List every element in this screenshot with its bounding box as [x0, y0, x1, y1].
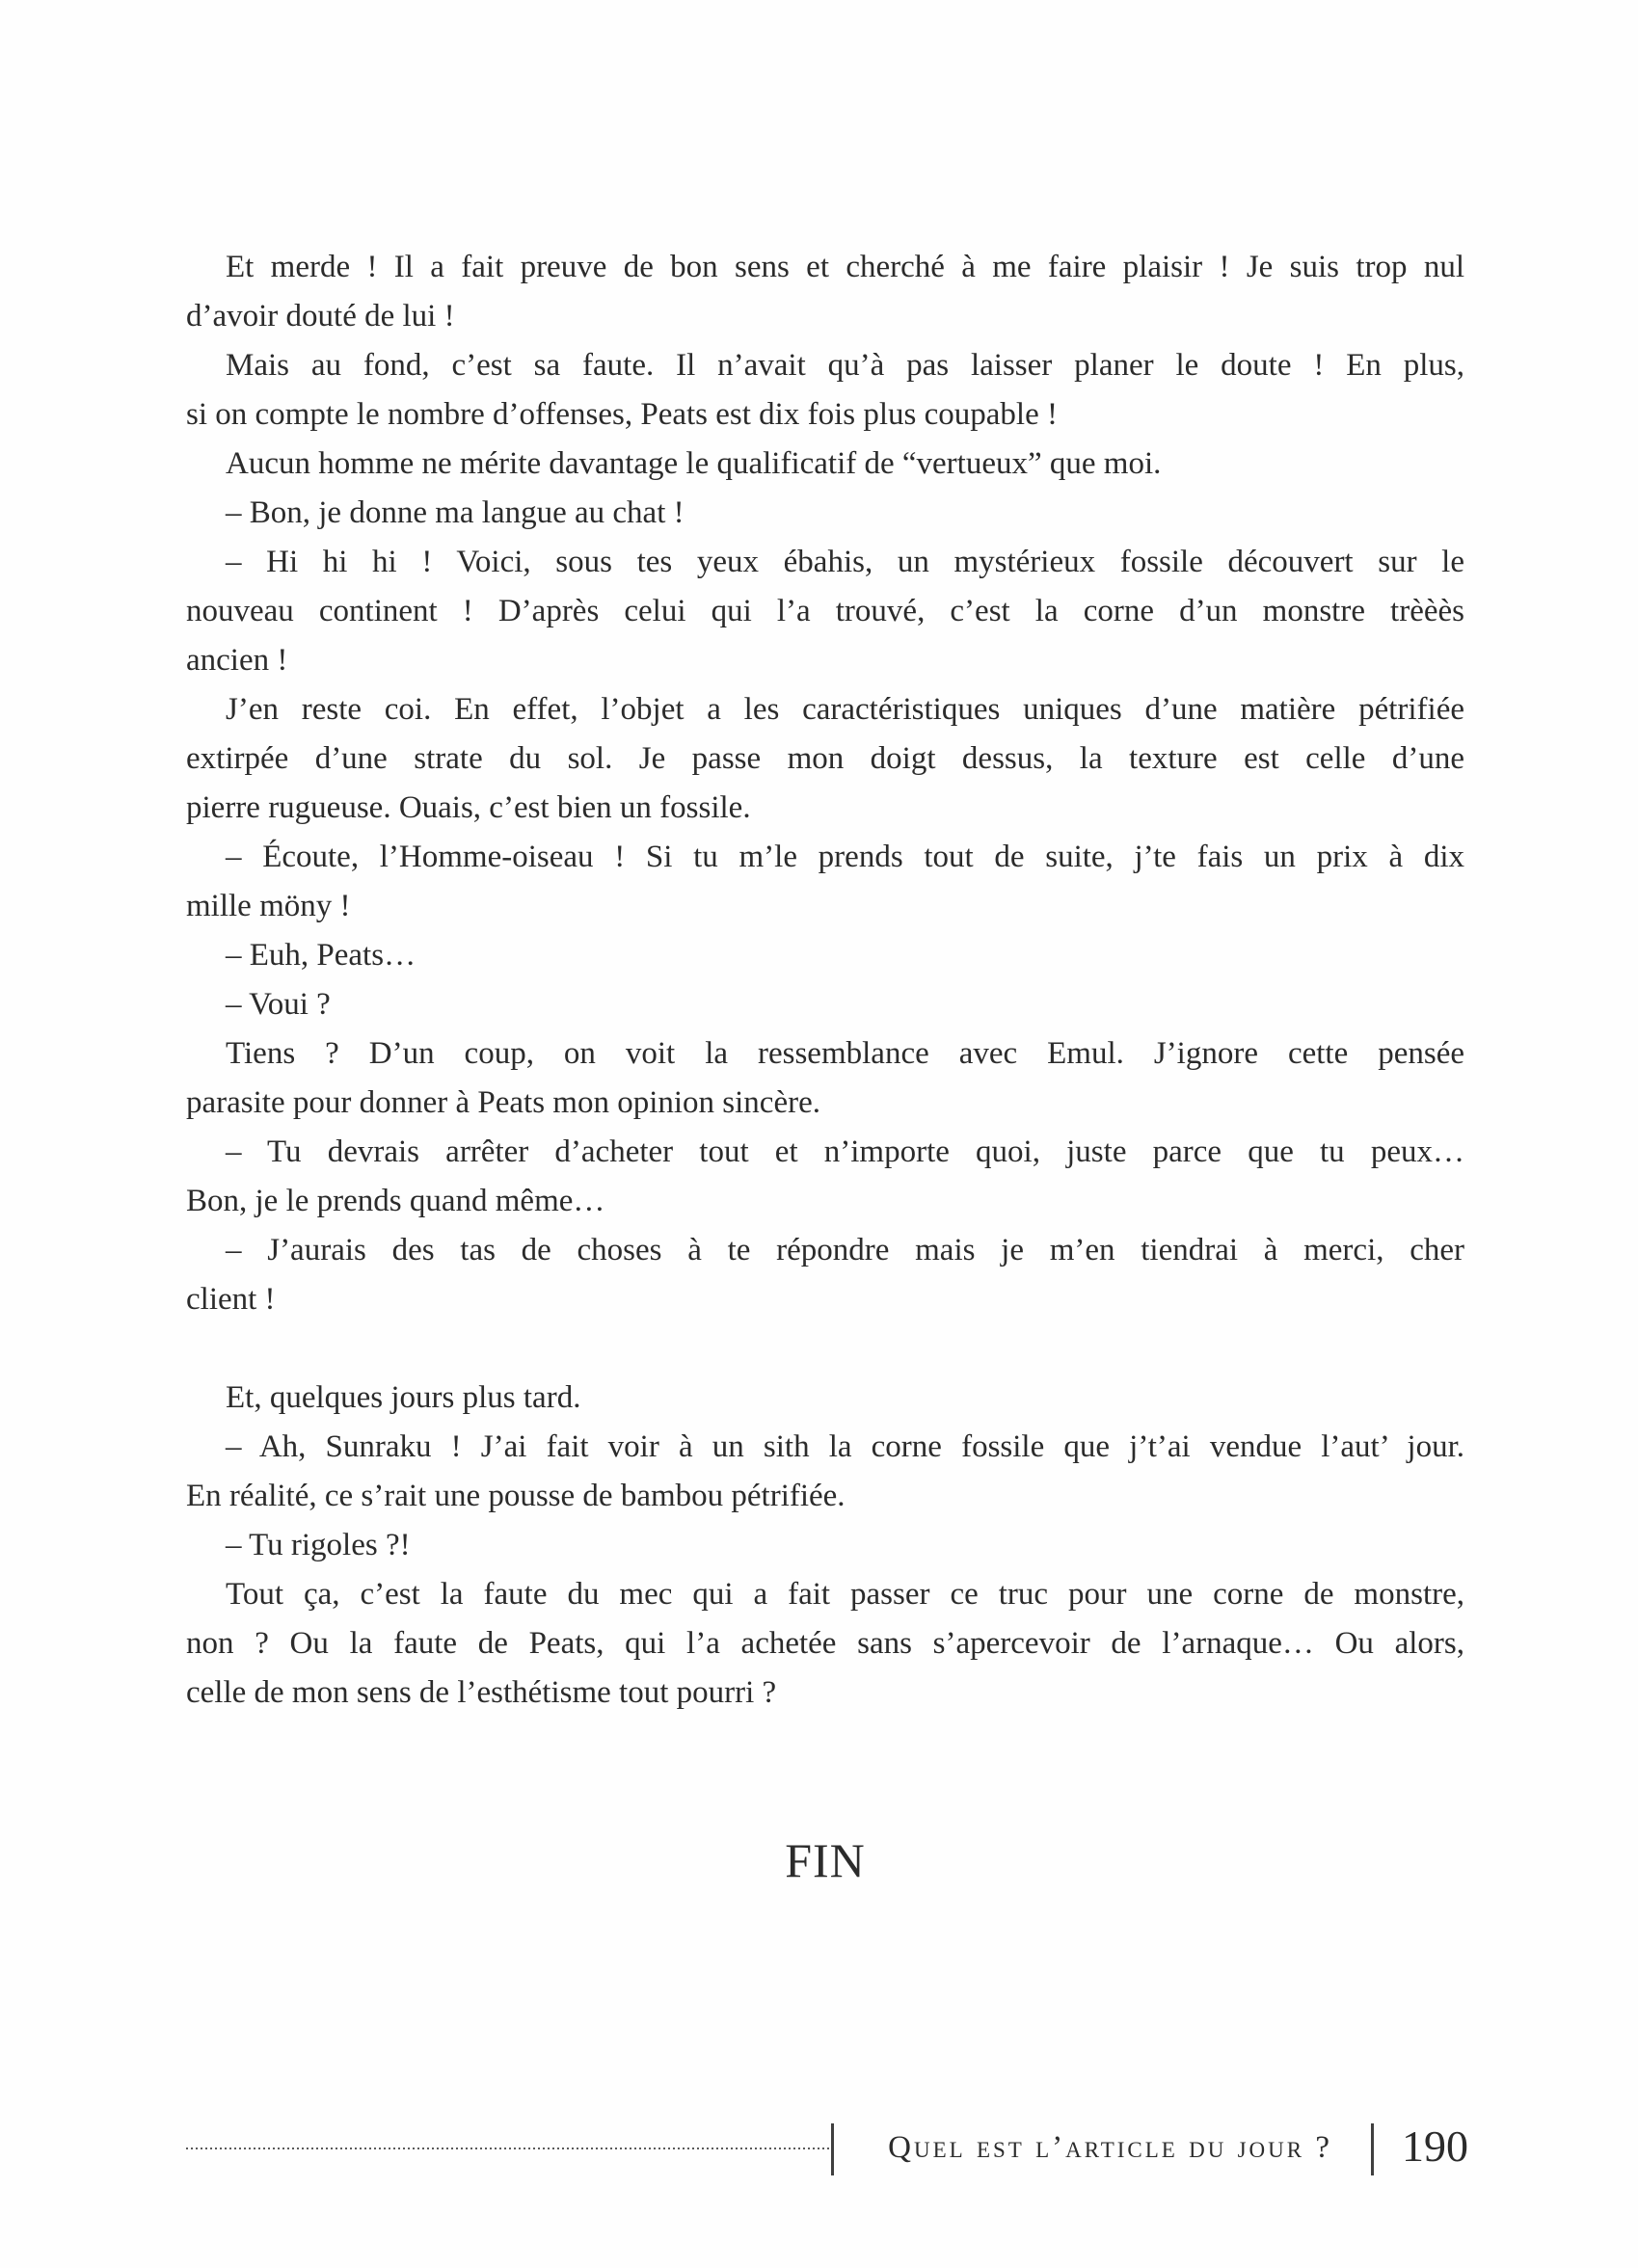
text-line: mille möny !	[186, 889, 351, 923]
text-line: Et, quelques jours plus tard.	[226, 1380, 581, 1415]
paragraph-spacer	[186, 1324, 1464, 1374]
text-line: pierre rugueuse. Ouais, c’est bien un fossile.	[186, 790, 751, 825]
text-line: extirpée d’une strate du sol. Je passe mon doigt dessus, la texture est celle d’une	[186, 741, 1464, 776]
text-line: Bon, je le prends quand même…	[186, 1184, 605, 1218]
text-line: ancien !	[186, 643, 288, 678]
text-line: nouveau continent ! D’après celui qui l’a trouvé, c’est la corne d’un monstre trèèès	[186, 594, 1464, 628]
text-line: Et merde ! Il a fait preuve de bon sens et cherché à me faire plaisir ! Je suis trop nul	[226, 250, 1464, 284]
text-line: – Voui ?	[226, 987, 331, 1022]
text-line: – Tu rigoles ?!	[226, 1528, 411, 1562]
text-line: d’avoir douté de lui !	[186, 299, 455, 334]
footer-dotted-leader	[186, 2148, 831, 2149]
text-line: J’en reste coi. En effet, l’objet a les caractéristiques uniques d’une matière pétrifiée	[226, 692, 1464, 727]
text-line: – J’aurais des tas de choses à te répondre mais je m’en tiendrai à merci, cher	[226, 1233, 1464, 1267]
text-line: client !	[186, 1282, 276, 1317]
text-line: non ? Ou la faute de Peats, qui l’a achetée sans s’apercevoir de l’arnaque… Ou alors,	[186, 1626, 1464, 1661]
text-line: si on compte le nombre d’offenses, Peats est dix fois plus coupable !	[186, 397, 1058, 432]
text-line: celle de mon sens de l’esthétisme tout pourri ?	[186, 1675, 777, 1710]
text-line: Tout ça, c’est la faute du mec qui a fait passer ce truc pour une corne de monstre,	[226, 1577, 1464, 1612]
text-line: – Euh, Peats…	[226, 938, 416, 973]
text-line: Mais au fond, c’est sa faute. Il n’avait qu’à pas laisser planer le doute ! En plus,	[226, 348, 1464, 383]
footer-divider-bar	[831, 2123, 834, 2175]
text-line: En réalité, ce s’rait une pousse de bambou pétrifiée.	[186, 1479, 846, 1513]
text-line: – Tu devrais arrêter d’acheter tout et n’importe quoi, juste parce que tu peux…	[226, 1134, 1464, 1169]
page-footer	[186, 2121, 1468, 2177]
page-number: 190	[1402, 2121, 1468, 2171]
text-line: Tiens ? D’un coup, on voit la ressemblance avec Emul. J’ignore cette pensée	[226, 1036, 1464, 1071]
text-line: – Ah, Sunraku ! J’ai fait voir à un sith la corne fossile que j’t’ai vendue l’aut’ jour.	[226, 1429, 1464, 1464]
running-title: Quel est l’article du jour ?	[888, 2129, 1332, 2165]
text-line: – Hi hi hi ! Voici, sous tes yeux ébahis, un mystérieux fossile découvert sur le	[226, 545, 1464, 579]
text-line: – Bon, je donne ma langue au chat !	[226, 495, 685, 530]
text-line: – Écoute, l’Homme-oiseau ! Si tu m’le prends tout de suite, j’te fais un prix à dix	[226, 840, 1464, 874]
end-of-story-label: FIN	[785, 1833, 866, 1887]
text-line: Aucun homme ne mérite davantage le qualificatif de “vertueux” que moi.	[226, 446, 1162, 481]
text-block	[186, 243, 1464, 1889]
text-line: parasite pour donner à Peats mon opinion sincère.	[186, 1085, 820, 1120]
